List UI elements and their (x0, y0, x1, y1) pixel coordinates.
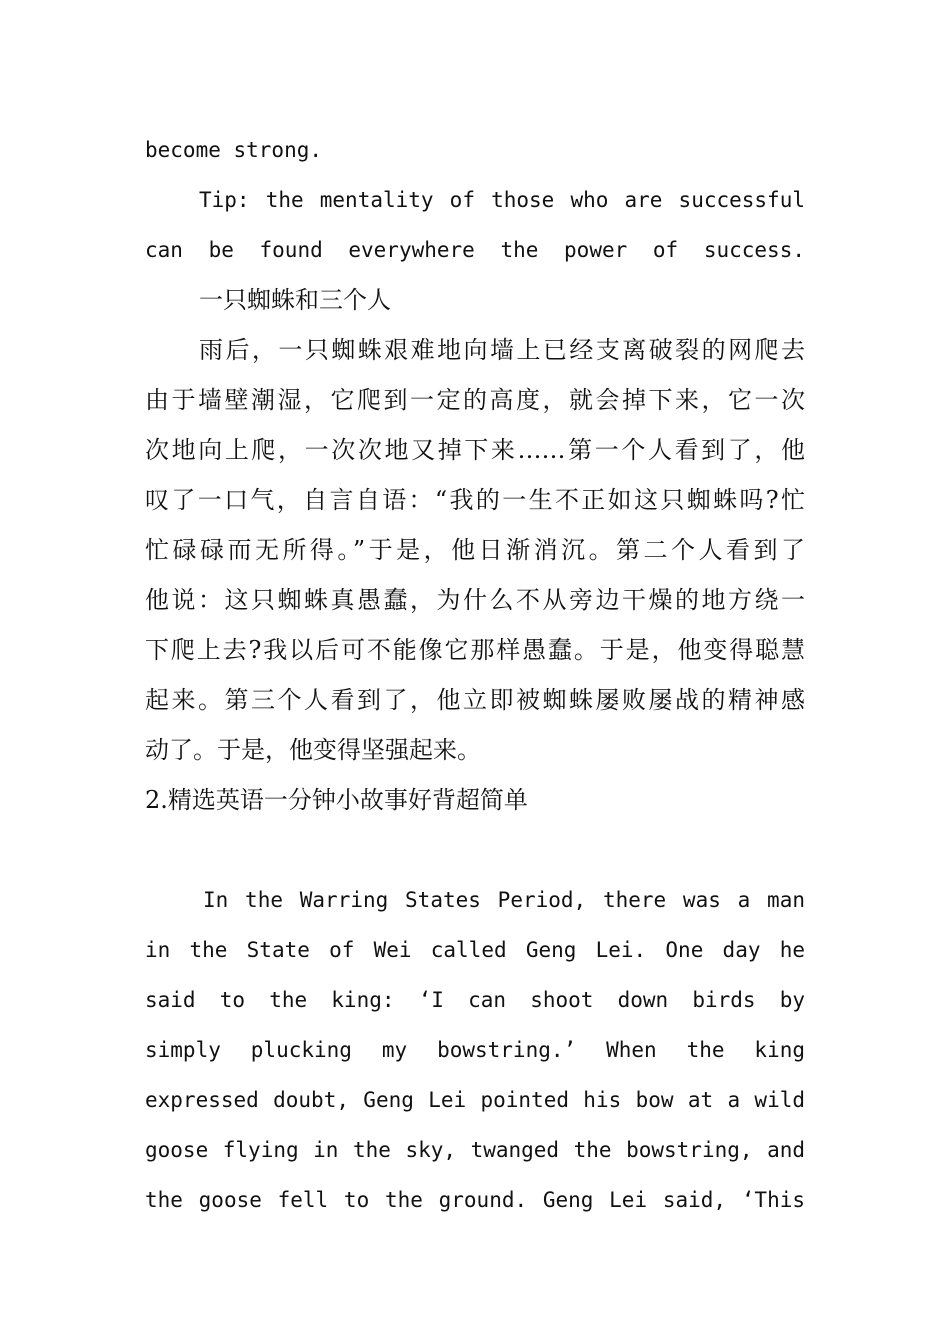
english-story-line: the goose fell to the ground. Geng Lei said, ‘This (145, 1188, 805, 1212)
blank-line (145, 825, 805, 875)
story-line: 忙碌碌而无所得。”于是，他日渐消沉。第二个人看到了 (145, 536, 805, 564)
story-line: 叹了一口气，自言自语：“我的一生不正如这只蜘蛛吗?忙 (145, 486, 805, 514)
english-story-line: In the Warring States Period, there was a man (203, 888, 805, 912)
english-story-line: expressed doubt, Geng Lei pointed his bow at a wild (145, 1088, 805, 1112)
story-line: 由于墙壁潮湿，它爬到一定的高度，就会掉下来，它一次 (145, 386, 805, 414)
document-page (145, 125, 805, 1225)
english-story-line: in the State of Wei called Geng Lei. One day he (145, 938, 805, 962)
text-line: become strong. (145, 138, 323, 162)
story-line: 次地向上爬，一次次地又掉下来……第一个人看到了，他 (145, 436, 805, 464)
tip-line: Tip: the mentality of those who are successful (199, 188, 805, 212)
story-line: 雨后，一只蜘蛛艰难地向墙上已经支离破裂的网爬去 (199, 336, 805, 364)
story-line: 起来。第三个人看到了，他立即被蜘蛛屡败屡战的精神感 (145, 686, 805, 714)
english-story-line: simply plucking my bowstring.’ When the king (145, 1038, 805, 1062)
story-line: 动了。于是，他变得坚强起来。 (145, 736, 481, 764)
section-heading: 2.精选英语一分钟小故事好背超简单 (145, 786, 528, 814)
story-line: 下爬上去?我以后可不能像它那样愚蠢。于是，他变得聪慧 (145, 636, 805, 664)
english-story-line: goose flying in the sky, twanged the bowstring, and (145, 1138, 805, 1162)
english-story-line: said to the king: ‘I can shoot down birds by (145, 988, 805, 1012)
story-line: 他说：这只蜘蛛真愚蠢，为什么不从旁边干燥的地方绕一 (145, 586, 805, 614)
tip-line: can be found everywhere the power of success. (145, 238, 805, 262)
story-title: 一只蜘蛛和三个人 (199, 286, 391, 314)
